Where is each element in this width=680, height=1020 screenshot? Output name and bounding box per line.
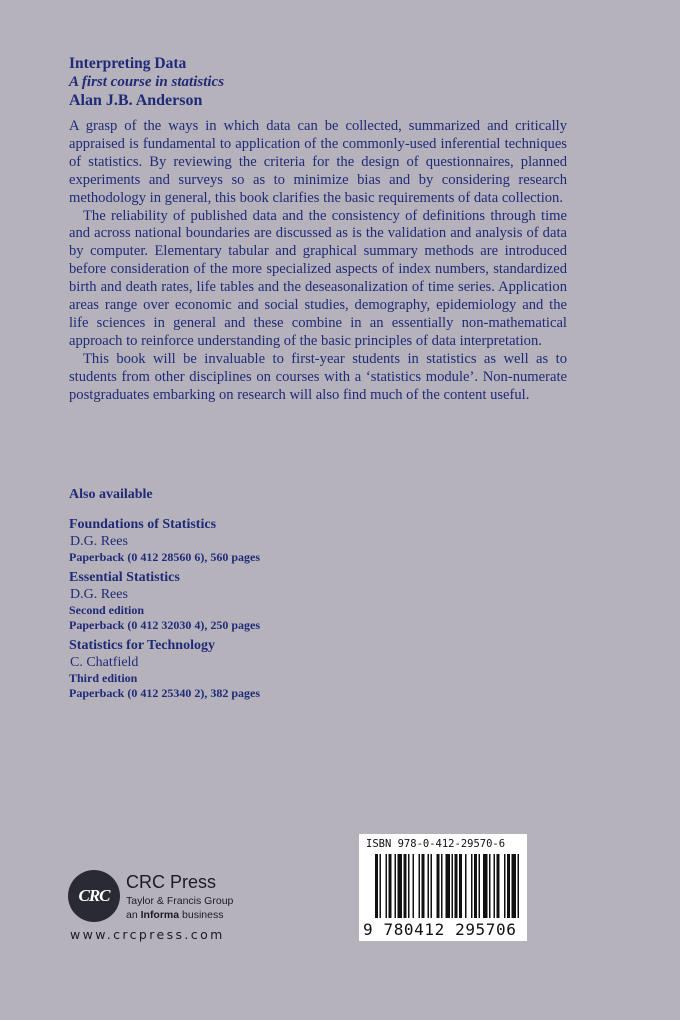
barcode-bar — [386, 854, 388, 918]
book-author: Alan J.B. Anderson — [69, 92, 203, 109]
barcode-bar — [507, 854, 510, 918]
barcode-bar — [465, 854, 467, 918]
barcode-bar — [483, 854, 488, 918]
barcode-bar — [479, 854, 481, 918]
related-book — [69, 516, 469, 565]
related-book-title: Essential Statistics — [69, 570, 180, 585]
barcode-bar — [494, 854, 496, 918]
publisher-group: Taylor & Francis Group — [126, 895, 234, 907]
barcode-bar — [455, 854, 458, 918]
also-available-heading: Also available — [69, 487, 153, 502]
informa-prefix: an — [126, 909, 141, 921]
barcode-digits: 9 780412 295706 — [363, 920, 517, 939]
related-book-edition: Second edition — [69, 603, 145, 617]
barcode-bars — [359, 852, 527, 924]
related-book-author: D.G. Rees — [70, 587, 128, 602]
barcode-bar — [395, 854, 397, 918]
blurb — [69, 118, 567, 405]
barcode-bar — [404, 854, 407, 918]
related-book-edition: Third edition — [69, 671, 138, 685]
barcode-bar — [489, 854, 491, 918]
related-book-author: C. Chatfield — [70, 655, 139, 670]
barcode-bar — [452, 854, 454, 918]
barcode-bar — [446, 854, 451, 918]
related-book-title: Statistics for Technology — [69, 638, 215, 653]
barcode-bar — [398, 854, 403, 918]
informa-suffix: business — [179, 909, 224, 921]
barcode-bar — [504, 854, 506, 918]
blurb-paragraph: This book will be invaluable to first-year students in statistics as well as to students from other disciplines on courses with a ‘statistics module’. Non-numerate postgraduates embarking on research will also find much of the content useful. — [69, 350, 567, 403]
blurb-paragraph: The reliability of published data and the consistency of definitions through time and across national boundaries are discussed as is the validation and analysis of data by computer. Elementary tabular and graphical summary methods are introduced before consideration of the more specialized aspects of index numbers, standardized birth and death rates, life tables and the deseasonalization of time series. Application areas range over economic and social studies, demography, epidemiology and the life sciences in general and these combine in an essentially non-mathematical approach to reinforce understanding of the basic principles of data interpretation. — [69, 207, 567, 349]
related-book-format: Paperback (0 412 25340 2), 382 pages — [69, 686, 260, 700]
barcode-bar — [428, 854, 430, 918]
barcode-bar — [518, 854, 520, 918]
barcode-bar — [431, 854, 433, 918]
barcode-bar — [422, 854, 425, 918]
blurb-paragraph: A grasp of the ways in which data can be collected, summarized and critically appraised is fundamental to application of the commonly-used inferential techniques of statistics. By reviewing the criteria for the design of questionnaires, planned experiments and surveys so as to minimize bias and by considering research methodology in general, this book clarifies the basic requirements of data collection. — [69, 118, 567, 206]
barcode-bar — [471, 854, 473, 918]
also-available-section — [69, 486, 469, 705]
book-subtitle: A first course in statistics — [69, 74, 225, 90]
isbn-barcode — [359, 834, 527, 941]
related-book — [69, 637, 469, 701]
barcode-bar — [441, 854, 443, 918]
publisher-informa-line — [126, 909, 223, 921]
book-heading — [69, 54, 629, 110]
related-book-format: Paperback (0 412 32030 4), 250 pages — [69, 618, 260, 632]
barcode-bar — [459, 854, 462, 918]
barcode-bar — [474, 854, 477, 918]
related-book-format: Paperback (0 412 28560 6), 560 pages — [69, 550, 260, 564]
barcode-bar — [380, 854, 382, 918]
isbn-text: ISBN 978-0-412-29570-6 — [366, 838, 506, 850]
related-book-title: Foundations of Statistics — [69, 517, 217, 532]
related-book — [69, 569, 469, 633]
book-title: Interpreting Data — [69, 55, 187, 72]
crc-logo — [68, 870, 120, 922]
barcode-bar — [389, 854, 392, 918]
barcode-bar — [512, 854, 517, 918]
barcode-bar — [497, 854, 500, 918]
barcode-bar — [413, 854, 415, 918]
related-book-author: D.G. Rees — [70, 534, 128, 549]
barcode-bar — [375, 854, 378, 918]
publisher-url: www.crcpress.com — [70, 927, 225, 942]
informa-name: Informa — [140, 909, 180, 921]
barcode-bar — [437, 854, 440, 918]
barcode-bar — [419, 854, 421, 918]
crc-logo-text: CRC — [78, 886, 110, 905]
barcode-bar — [408, 854, 410, 918]
publisher-name: CRC Press — [126, 872, 217, 892]
